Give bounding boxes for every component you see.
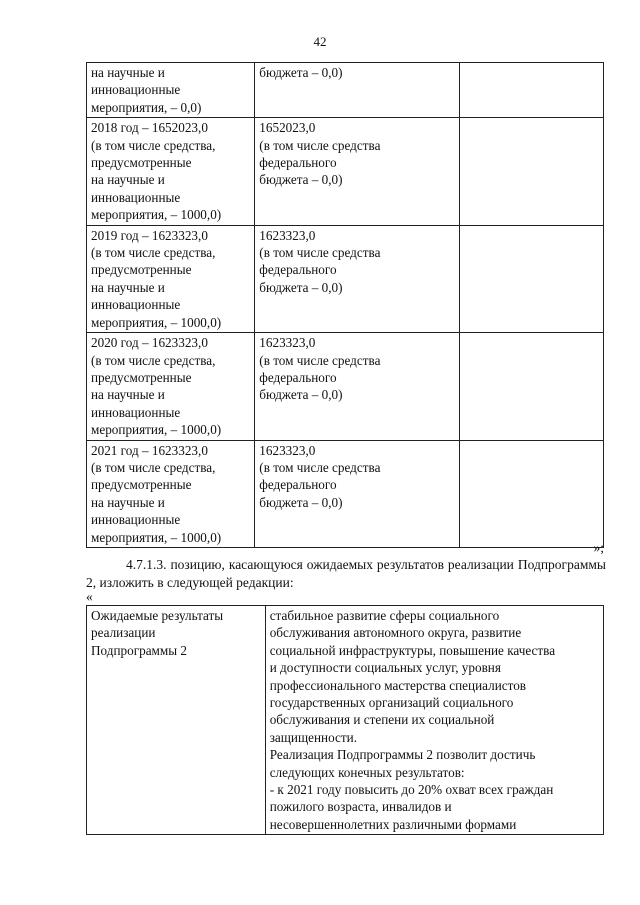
table-cell: 2020 год – 1623323,0 (в том числе средства, предусмотренные на научные и инновационные мероприятия, – 1000,0) [87,333,255,440]
results-content-cell: стабильное развитие сферы социального обслуживания автономного округа, развитие социальной инфраструктуры, повышение качества и доступности социальных услуг, уровня профессионального мастерства специалистов государственных организаций социального обслуживания и степени их социальной защищенности. Реализация Подпрограммы 2 позволит достичь следующих конечных результатов: - к 2021 году повысить до 20% охват всех граждан пожилого возраста, инвалидов и несовершеннолетних различными формами [265,606,603,835]
opening-quote: « [86,589,93,604]
funding-table [86,62,604,548]
table-cell: на научные и инновационные мероприятия, – 0,0) [87,63,255,118]
table-cell: 1652023,0 (в том числе средства федерального бюджета – 0,0) [255,118,460,225]
table-cell: 1623323,0 (в том числе средства федерального бюджета – 0,0) [255,440,460,547]
table-row [87,440,604,547]
table-cell: 1623323,0 (в том числе средства федерального бюджета – 0,0) [255,333,460,440]
table-cell: 2018 год – 1652023,0 (в том числе средства, предусмотренные на научные и инновационные мероприятия, – 1000,0) [87,118,255,225]
table-cell: 1623323,0 (в том числе средства федерального бюджета – 0,0) [255,225,460,332]
table-cell [459,118,603,225]
page-number: 42 [313,34,327,49]
table-cell [459,333,603,440]
table-row [87,606,604,835]
table-row [87,118,604,225]
amendment-paragraph: 4.7.1.3. позицию, касающуюся ожидаемых результатов реализации Подпрограммы 2, изложить в следующей редакции: [86,557,606,590]
table-row [87,225,604,332]
closing-quote: »; [593,540,604,555]
table-cell [459,440,603,547]
table-cell [459,225,603,332]
table-cell [459,63,603,118]
table-row [87,63,604,118]
table-cell: 2021 год – 1623323,0 (в том числе средства, предусмотренные на научные и инновационные мероприятия, – 1000,0) [87,440,255,547]
table-cell: бюджета – 0,0) [255,63,460,118]
table-row [87,333,604,440]
table-cell: 2019 год – 1623323,0 (в том числе средства, предусмотренные на научные и инновационные мероприятия, – 1000,0) [87,225,255,332]
expected-results-table [86,605,604,835]
results-label-cell: Ожидаемые результаты реализации Подпрограммы 2 [87,606,266,835]
